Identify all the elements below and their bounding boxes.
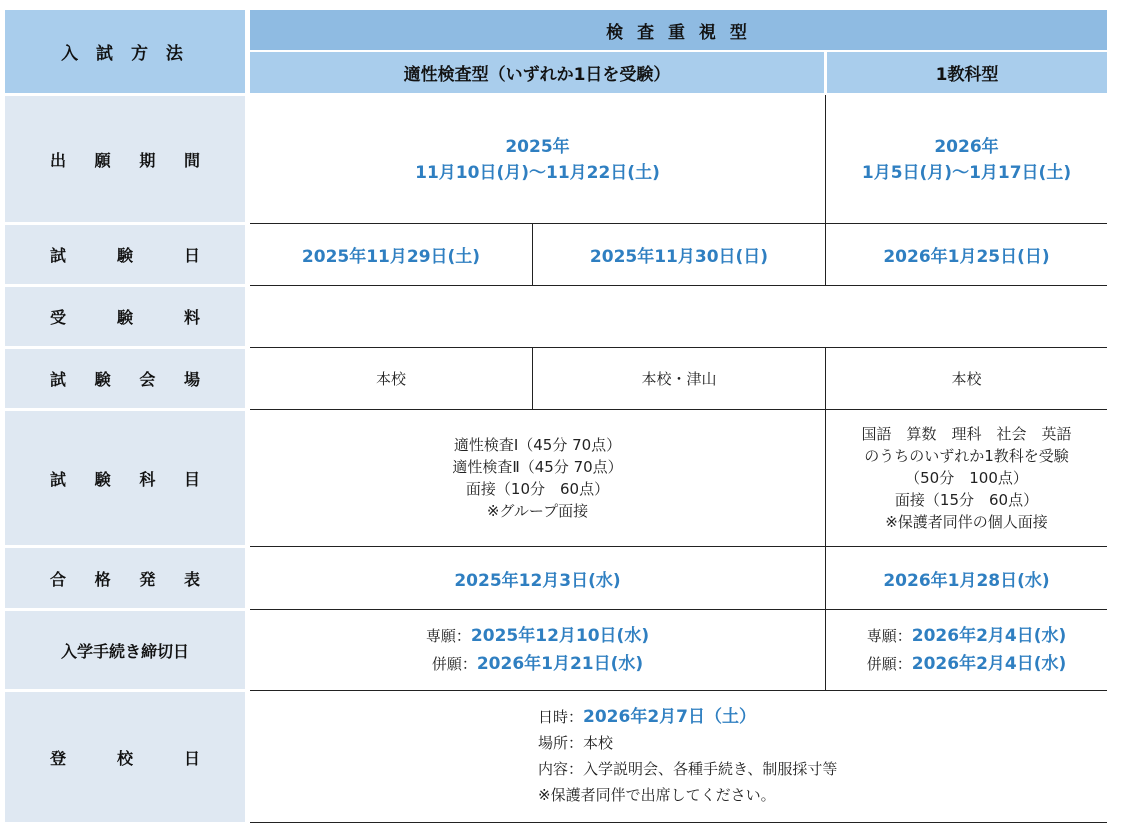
venue-day1-cell: [250, 348, 532, 409]
subjects-aptitude-line: 適性検査Ⅰ（45分 70点）: [453, 436, 622, 454]
label-char: 受: [50, 308, 67, 327]
orientation-datetime-value: 2026年2月7日（土）: [583, 707, 756, 727]
venue-onesubject: 本校: [951, 370, 982, 388]
label-char: 日: [183, 748, 200, 768]
subjects-onesubject-cell: [826, 410, 1107, 546]
label-char: 目: [183, 469, 200, 489]
venue-day1: 本校: [375, 370, 406, 388]
row-label-results: [5, 548, 245, 608]
venue-onesubject-cell: [826, 348, 1107, 409]
application-onesubject-year: 2026年: [934, 136, 999, 157]
row-label-orientation: [5, 692, 245, 822]
label-char: 格: [94, 569, 111, 589]
results-aptitude-cell: [250, 547, 825, 609]
method-header: [5, 10, 245, 93]
exam-date-onesubject: 2026年1月25日(日): [883, 247, 1050, 267]
application-onesubject-cell: [826, 96, 1107, 223]
label-char: 発: [139, 569, 156, 589]
venue-day2-cell: [533, 348, 825, 409]
application-aptitude-year: 2025年: [505, 136, 570, 157]
results-onesubject-cell: [826, 547, 1107, 609]
venue-day2: 本校・津山: [641, 370, 717, 388]
application-aptitude-cell: [250, 96, 825, 223]
subjects-onesubject-line: 国語 算数 理科 社会 英語: [861, 425, 1072, 443]
enrollment-aptitude-cell: [250, 610, 825, 690]
label-char: 登: [50, 748, 67, 768]
exam-date-day1-cell: [250, 224, 532, 285]
enrollment-onesubject-cell: [826, 610, 1107, 690]
onesubject-column-label: 1教科型: [935, 65, 999, 85]
onesubject-column-header: [827, 52, 1107, 93]
label-char: 願: [94, 150, 111, 170]
subjects-aptitude-line: ※グループ面接: [486, 502, 589, 520]
exam-date-day2: 2025年11月30日(日): [589, 247, 769, 267]
row-label-exam-date: [5, 225, 245, 284]
exam-date-day2-cell: [533, 224, 825, 285]
orientation-cell: [538, 704, 1098, 816]
label-char: 験: [116, 308, 133, 327]
label-char: 試: [50, 246, 67, 265]
application-onesubject-dates: 1月5日(月)～1月17日(土): [861, 162, 1072, 183]
orientation-datetime-prefix: 日時：: [538, 708, 584, 726]
label-char: 間: [183, 150, 200, 170]
row-label-enrollment: [5, 611, 245, 689]
row-label-fee: [5, 287, 245, 346]
subjects-aptitude-line: 面接（10分 60点）: [465, 480, 610, 498]
enrollment-aptitude-exclusive: [426, 622, 649, 650]
label-char: 出: [50, 150, 67, 170]
row-label-subjects: [5, 411, 245, 545]
enrollment-prefix: 専願：: [425, 627, 471, 645]
enrollment-date: 2026年1月21日(水): [476, 654, 644, 674]
label-char: 校: [116, 748, 133, 768]
aptitude-column-header: [250, 52, 824, 93]
subjects-onesubject-line: 面接（15分 60点）: [894, 491, 1039, 509]
aptitude-column-label: 適性検査型（いずれか1日を受験）: [403, 65, 671, 85]
group-header: [250, 10, 1107, 50]
orientation-content: 内容：入学説明会、各種手続き、制服採寸等: [538, 760, 838, 778]
subjects-onesubject-line: ※保護者同伴の個人面接: [885, 513, 1048, 531]
label-char: 試: [50, 370, 67, 389]
exam-date-onesubject-cell: [826, 224, 1107, 285]
enrollment-prefix: 併願：: [866, 655, 912, 673]
enrollment-date: 2026年2月4日(水): [911, 626, 1067, 646]
grid-line: [250, 690, 1107, 691]
label-char: 科: [139, 469, 156, 489]
enrollment-date: 2025年12月10日(水): [470, 626, 650, 646]
subjects-onesubject-line: （50分 100点）: [905, 469, 1028, 487]
results-aptitude: 2025年12月3日(水): [454, 570, 621, 591]
enrollment-prefix: 専願：: [866, 627, 912, 645]
enrollment-prefix: 併願：: [431, 655, 477, 673]
orientation-place: 場所：本校: [538, 734, 614, 752]
subjects-onesubject-line: のうちのいずれか1教科を受験: [864, 447, 1069, 465]
fee-cell: [250, 286, 1107, 347]
subjects-aptitude-cell: [250, 410, 825, 546]
label-text: 入学手続き締切日: [60, 641, 189, 661]
label-char: 料: [183, 308, 200, 327]
label-char: 期: [139, 150, 156, 170]
label-char: 験: [94, 469, 111, 489]
label-char: 表: [183, 569, 200, 589]
enrollment-date: 2026年2月4日(水): [911, 654, 1067, 674]
exam-date-day1: 2025年11月29日(土): [301, 247, 481, 267]
row-label-venue: [5, 349, 245, 408]
grid-line: [250, 822, 1107, 823]
orientation-datetime: [538, 704, 1098, 730]
enrollment-aptitude-combined: [432, 650, 643, 678]
enrollment-onesubject-exclusive: [867, 622, 1067, 650]
label-char: 験: [94, 370, 111, 389]
label-char: 会: [139, 370, 156, 389]
label-char: 日: [183, 246, 200, 265]
results-onesubject: 2026年1月28日(水): [883, 570, 1050, 591]
label-char: 合: [50, 569, 67, 589]
group-header-label: 検 査 重 視 型: [606, 22, 751, 43]
row-label-application: [5, 96, 245, 222]
enrollment-onesubject-combined: [867, 650, 1067, 678]
method-header-label: 入 試 方 法: [61, 44, 189, 64]
label-char: 試: [50, 469, 67, 489]
subjects-aptitude-line: 適性検査Ⅱ（45分 70点）: [452, 458, 623, 476]
label-char: 験: [116, 246, 133, 265]
orientation-note: ※保護者同伴で出席してください。: [538, 786, 776, 804]
label-char: 場: [183, 370, 200, 389]
application-aptitude-dates: 11月10日(月)～11月22日(土): [415, 162, 660, 183]
